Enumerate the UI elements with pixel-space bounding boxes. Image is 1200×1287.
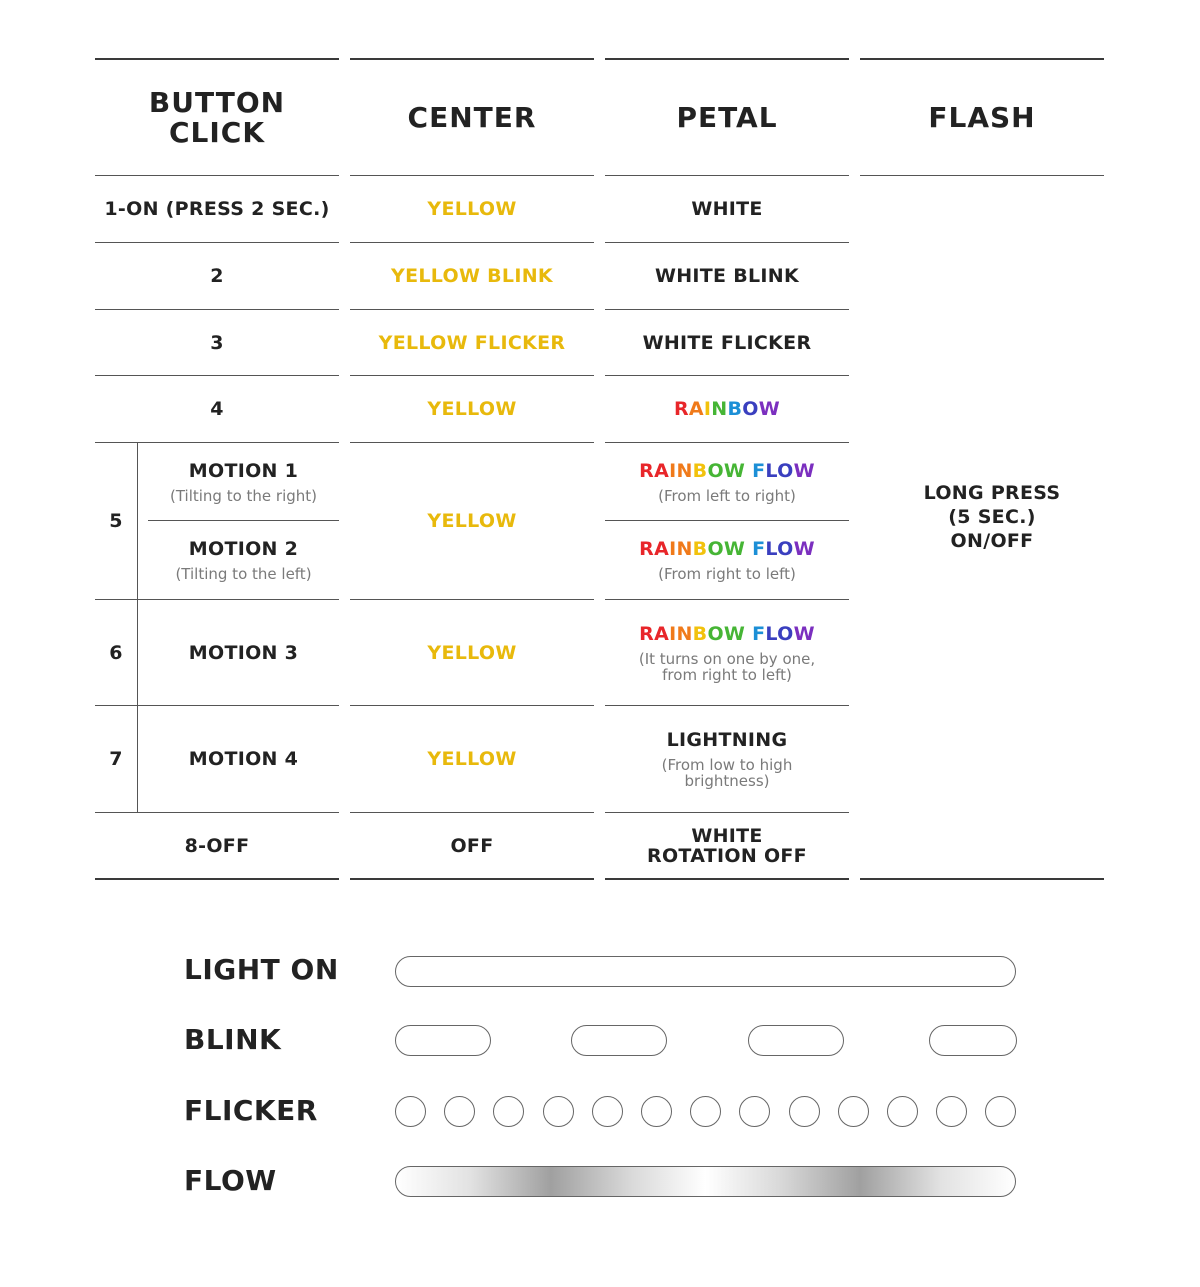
flicker-dot (493, 1096, 524, 1127)
row7-click-label: 7 (109, 748, 123, 770)
row5-petal1-sub: (From left to right) (658, 486, 796, 505)
row4-click (95, 376, 339, 442)
row6-motion (148, 600, 339, 705)
row5-petal2-sub: (From right to left) (658, 565, 796, 583)
row3-center-label: YELLOW FLICKER (378, 331, 566, 354)
row6-petal-sub-line2: from right to left) (662, 665, 792, 684)
row7-center-label: YELLOW (427, 748, 517, 770)
row5-click (95, 443, 137, 599)
flicker-dot (444, 1096, 475, 1127)
table-bottom-rule (95, 878, 339, 880)
header-button-click (95, 60, 339, 175)
row6-motion-label: MOTION 3 (188, 641, 299, 664)
row5-motion2-sub: (Tilting to the left) (175, 565, 312, 583)
row6-click-label: 6 (109, 641, 123, 664)
row5-motion2-label: MOTION 2 (188, 538, 299, 560)
flicker-dot (690, 1096, 721, 1127)
light-on-bar (395, 956, 1016, 987)
row1-click-label: 1-ON (PRESS 2 SEC.) (104, 198, 330, 220)
row8-center (350, 813, 594, 878)
header-center-label: CENTER (407, 100, 537, 134)
row7-petal-sub-line1: (From low to high (661, 756, 793, 774)
row8-petal-line1: WHITE (691, 824, 763, 847)
flash-line2: (5 SEC.) (948, 506, 1036, 528)
row7-motion-label: MOTION 4 (188, 748, 299, 770)
legend-light-on-label: LIGHT ON (184, 953, 339, 986)
legend-flicker-label: FLICKER (184, 1094, 318, 1127)
row3-click-label: 3 (210, 331, 224, 354)
row3-click (95, 310, 339, 375)
row7-petal-sub (662, 757, 793, 789)
header-flash (860, 60, 1104, 175)
row1-center (350, 176, 594, 242)
table-bottom-rule (605, 878, 849, 880)
row8-petal-line2: ROTATION OFF (647, 844, 807, 867)
row3-petal (605, 310, 849, 375)
row5-motion1-sub: (Tilting to the right) (169, 486, 318, 505)
blink-pill (748, 1025, 844, 1056)
flow-bar (395, 1166, 1016, 1197)
row1-petal-label: WHITE (691, 198, 763, 220)
row8-click-label: 8-OFF (184, 834, 250, 857)
flicker-dot (592, 1096, 623, 1127)
flash-line1: LONG PRESS (923, 482, 1061, 504)
header-center (350, 60, 594, 175)
legend-blink-label: BLINK (184, 1023, 282, 1056)
flash-line3: ON/OFF (950, 530, 1034, 552)
row7-petal-sub-line2: brightness) (684, 772, 770, 790)
row5-petal1-label: RAINBOW FLOW (639, 459, 815, 482)
row1-click (95, 176, 339, 242)
row1-petal (605, 176, 849, 242)
row6-click (95, 600, 137, 705)
row7-center (350, 706, 594, 812)
blink-pill (395, 1025, 491, 1056)
row5-center-label: YELLOW (427, 510, 517, 532)
header-flash-label: FLASH (928, 100, 1036, 134)
row2-petal-label: WHITE BLINK (654, 265, 800, 287)
row5-center (350, 443, 594, 599)
row8-center-label: OFF (450, 834, 494, 857)
row4-click-label: 4 (210, 398, 224, 420)
row7-petal-label: LIGHTNING (666, 729, 788, 751)
flash-description (870, 176, 1114, 878)
header-petal-label: PETAL (676, 100, 778, 134)
row3-petal-label: WHITE FLICKER (642, 331, 812, 354)
legend-flow-label: FLOW (184, 1164, 277, 1197)
header-petal (605, 60, 849, 175)
row6-petal-sub (639, 651, 815, 683)
row4-petal-label: RAINBOW (673, 398, 781, 420)
row2-center-label: YELLOW BLINK (391, 265, 553, 287)
row5-petal1 (605, 443, 849, 520)
flicker-dot (739, 1096, 770, 1127)
flicker-dot (887, 1096, 918, 1127)
header-button-click-label: BUTTON CLICK (148, 85, 286, 149)
table-bottom-rule (860, 878, 1104, 880)
row2-click (95, 243, 339, 309)
row5-motion2 (148, 521, 339, 599)
row3-center (350, 310, 594, 375)
flicker-dot (641, 1096, 672, 1127)
row5-petal2 (605, 521, 849, 599)
flicker-dot (789, 1096, 820, 1127)
blink-pill (571, 1025, 667, 1056)
row7-click (95, 706, 137, 812)
flicker-dot (395, 1096, 426, 1127)
row1-center-label: YELLOW (427, 198, 517, 220)
row6-center-label: YELLOW (427, 641, 517, 664)
row2-center (350, 243, 594, 309)
flicker-dot (543, 1096, 574, 1127)
flicker-dot (936, 1096, 967, 1127)
row7-motion (148, 706, 339, 812)
row5-motion1-label: MOTION 1 (188, 459, 299, 482)
row5-petal2-label: RAINBOW FLOW (639, 538, 815, 560)
row5-motion1 (148, 443, 339, 520)
row6-petal-sub-line1: (It turns on one by one, (638, 649, 816, 668)
row8-petal (605, 813, 849, 878)
row2-click-label: 2 (210, 265, 224, 287)
flicker-dot (985, 1096, 1016, 1127)
blink-pill (929, 1025, 1017, 1056)
row7-petal (605, 706, 849, 812)
table-bottom-rule (350, 878, 594, 880)
row2-petal (605, 243, 849, 309)
row8-click (95, 813, 339, 878)
click-number-divider (137, 442, 138, 812)
row4-petal (605, 376, 849, 442)
row4-center (350, 376, 594, 442)
row6-petal-label: RAINBOW FLOW (639, 622, 815, 645)
row6-center (350, 600, 594, 705)
flicker-dot (838, 1096, 869, 1127)
row5-click-label: 5 (109, 510, 123, 532)
row4-center-label: YELLOW (427, 398, 517, 420)
row6-petal (605, 600, 849, 705)
